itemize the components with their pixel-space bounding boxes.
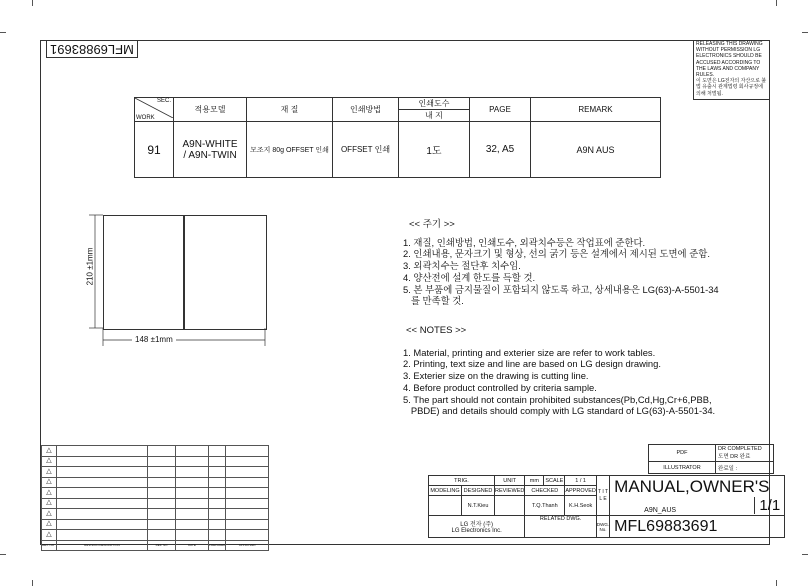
modeling-value	[429, 496, 462, 516]
revision-row	[42, 446, 269, 457]
note-en-item: 4. Before product controlled by criteria sample.	[403, 381, 597, 393]
reviewer-value	[495, 496, 525, 516]
dr-completed-en: DR COMPLETED	[718, 446, 762, 452]
header-method: 인쇄방법	[333, 98, 399, 122]
revision-row	[42, 456, 269, 467]
sheet-number: 1/1	[754, 497, 784, 514]
scale-label: SCALE	[545, 477, 564, 484]
related-dwg: RELATED DWG.	[525, 516, 597, 538]
spec-table	[134, 97, 661, 178]
title-main: MANUAL,OWNER'S	[614, 477, 770, 496]
sec-work-cell	[135, 98, 174, 122]
rev-prepared-label: PREPARED	[209, 540, 226, 551]
dimension-lines	[75, 210, 275, 350]
note-kr-item: 3. 외곽치수는 절단후 치수임.	[403, 260, 521, 272]
unit-value: mm	[525, 476, 544, 486]
revision-triangle-icon: △	[42, 509, 57, 520]
cell-method: OFFSET 인쇄	[333, 122, 399, 178]
rev-no-label: REV. NO	[42, 540, 57, 551]
drawing-title	[610, 476, 785, 516]
revision-triangle-icon: △	[42, 519, 57, 530]
title-sub: A9N_AUS	[644, 507, 677, 514]
margin-tick	[32, 0, 33, 6]
scale-value: 1 / 1	[565, 476, 597, 486]
dwg-no-label: DWG. No.	[596, 516, 609, 538]
designer-value: N.T.Kieu	[462, 496, 495, 516]
rev-description-label: REVISION DESCRIPTION	[57, 540, 148, 551]
revision-row	[42, 488, 269, 499]
notes-kr-heading: << 주기 >>	[409, 219, 455, 230]
margin-tick	[776, 580, 777, 586]
note-en-item: 1. Material, printing and exterier size are refer to work tables.	[403, 346, 656, 358]
sec-label: SEC.	[156, 98, 171, 104]
note-kr-item: 4. 양산전에 설계 한도를 득할 것.	[403, 271, 536, 283]
width-dimension: 148 ±1mm	[132, 335, 176, 344]
complete-date-label: 완료일 :	[716, 462, 774, 474]
margin-tick	[0, 32, 6, 33]
revision-row	[42, 509, 269, 520]
title-letters: T I T L E	[596, 476, 609, 516]
margin-tick	[32, 580, 33, 586]
dwg-number: MFL69883691	[610, 516, 785, 538]
header-material: 재 질	[247, 98, 333, 122]
company-kr: LG 전자 (주)	[460, 522, 494, 528]
header-colors: 인쇄도수	[399, 98, 470, 110]
revision-row	[42, 530, 269, 541]
cell-material: 모조지 80g OFFSET 인쇄	[247, 122, 333, 178]
header-model: 적용모델	[174, 98, 247, 122]
rev-ref-label: REF. NO	[148, 540, 176, 551]
designed-label: DESIGNED	[462, 486, 495, 496]
permission-note-en: RELEASING THIS DRAWING WITHOUT PERMISSION LG ELECTRONICS SHOULD BE ACCUSED ACCORDING TO THE LAWS AND COMPANY RULES.	[696, 41, 763, 79]
revision-table	[41, 445, 269, 551]
company-en: LG Electronics Inc.	[451, 528, 502, 534]
revision-triangle-icon: △	[42, 446, 57, 457]
dr-block	[648, 444, 774, 474]
dr-completed-kr: 도면 DR 완료	[718, 454, 751, 460]
approver-value: K.H.Seok	[565, 496, 597, 516]
cell-work: 91	[135, 122, 174, 178]
cell-model: A9N-WHITE / A9N-TWIN	[174, 122, 247, 178]
revision-triangle-icon: △	[42, 488, 57, 499]
margin-tick	[802, 554, 808, 555]
checked-label: CHECKED	[525, 486, 565, 496]
header-page: PAGE	[470, 98, 531, 122]
note-en-item: 2. Printing, text size and line are based on LG design drawing.	[403, 358, 661, 370]
revision-triangle-icon: △	[42, 477, 57, 488]
notes-en-heading: << NOTES >>	[406, 325, 467, 336]
revision-header-row	[42, 540, 269, 551]
height-dimension: 210 ±1mm	[85, 247, 95, 286]
permission-note-kr: 이 도면은 LG전자의 자산으로 불법 유출시 관계법령 회사규정에 의해 처벌됨.	[696, 78, 767, 97]
cell-colors: 1도	[399, 122, 470, 178]
rev-date-label: DATE	[176, 540, 209, 551]
margin-tick	[802, 32, 808, 33]
notes-en	[403, 325, 715, 417]
revision-row	[42, 477, 269, 488]
work-label: WORK	[136, 115, 155, 121]
unit-label: UNIT	[495, 476, 525, 486]
revision-triangle-icon: △	[42, 530, 57, 541]
company-cell	[429, 516, 525, 538]
revision-row	[42, 498, 269, 509]
revision-triangle-icon: △	[42, 456, 57, 467]
cell-page: 32, A5	[470, 122, 531, 178]
note-en-item: PBDE) and details should comply with LG standard of LG(63)-A-5501-34.	[403, 405, 716, 417]
dr-completed	[716, 445, 774, 462]
revision-triangle-icon: △	[42, 467, 57, 478]
cell-remark: A9N AUS	[531, 122, 661, 178]
header-remark: REMARK	[531, 98, 661, 122]
reviewed-label: REVIEWED	[495, 487, 525, 494]
notes-kr	[403, 219, 719, 307]
note-kr-item: 를 만족할 것.	[403, 295, 464, 307]
checker-value: T.Q.Thanh	[525, 496, 565, 516]
note-en-item: 5. The part should not contain prohibited substances(Pb,Cd,Hg,Cr+6,PBB,	[403, 393, 712, 405]
doc-number-rotated: MFL69883691	[46, 40, 138, 58]
approved-label: APPROVED	[565, 487, 596, 494]
revision-triangle-icon: △	[42, 498, 57, 509]
illustrator-label: ILLUSTRATOR	[649, 462, 716, 474]
rev-approved-label: APPROVED	[226, 540, 269, 551]
note-kr-item: 5. 본 부품에 금지물질이 포함되지 않도록 하고, 상세내용은 LG(63)-A-5501-34	[403, 283, 719, 295]
title-block	[428, 475, 785, 538]
revision-row	[42, 467, 269, 478]
revision-row	[42, 519, 269, 530]
note-kr-item: 2. 인쇄내용, 문자크기 및 형상, 선의 굵기 등은 설계에서 제시된 도면에 준함.	[403, 248, 710, 260]
margin-tick	[776, 0, 777, 6]
note-kr-item: 1. 재질, 인쇄방법, 인쇄도수, 외곽치수등은 작업표에 준한다.	[403, 236, 646, 248]
permission-note	[693, 40, 770, 100]
header-sub: 내 지	[399, 110, 470, 122]
modeling-label: MODELING	[430, 487, 460, 494]
trig-label: TRIG.	[429, 476, 495, 486]
margin-tick	[0, 554, 6, 555]
pdf-label: PDF	[649, 445, 716, 462]
note-en-item: 3. Exterier size on the drawing is cutting line.	[403, 370, 589, 382]
